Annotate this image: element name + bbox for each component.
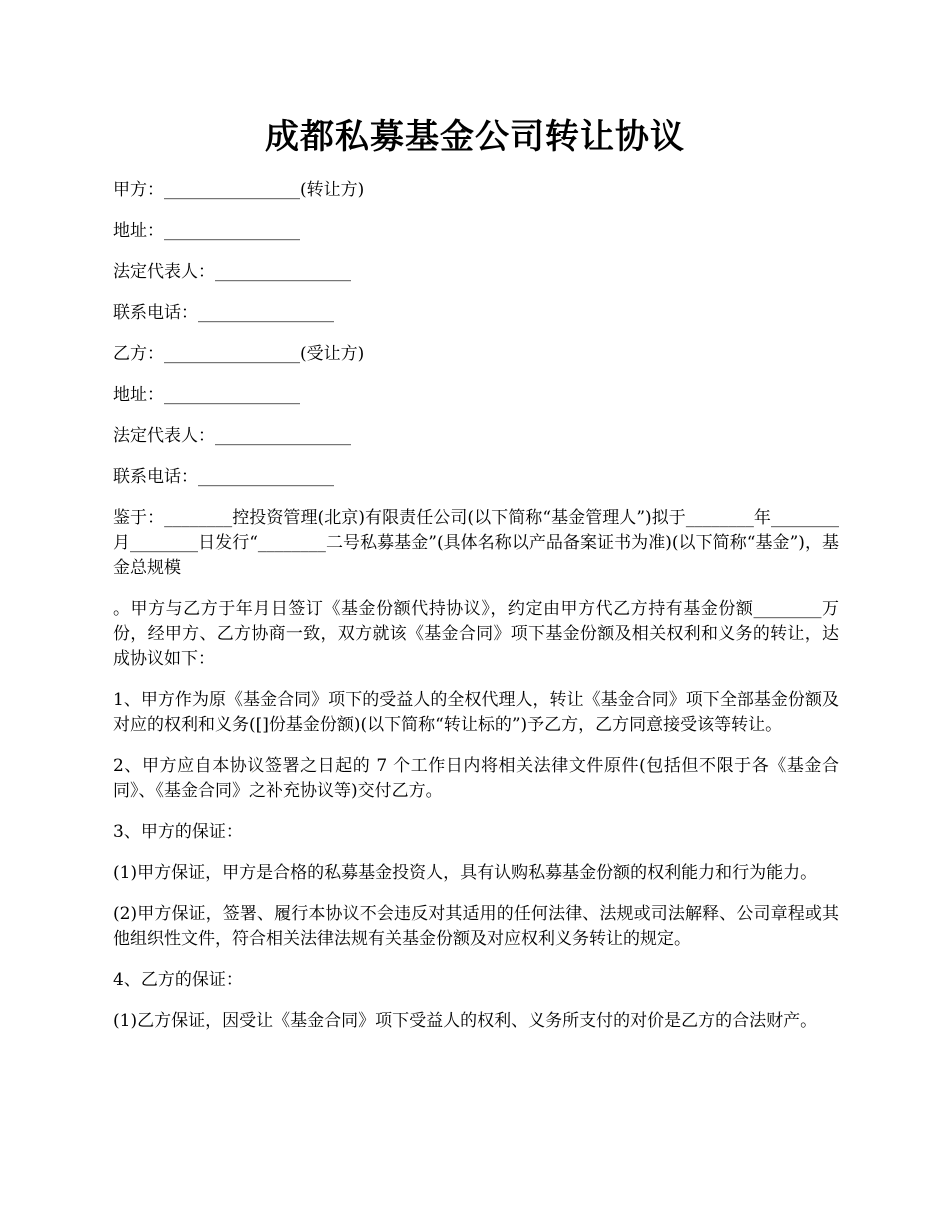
clause-paragraph: 2、甲方应自本协议签署之日起的 7 个工作日内将相关法律文件原件(包括但不限于各《基金合同》、《基金合同》之补充协议等)交付乙方。 <box>113 756 839 801</box>
clause-paragraph: (1)甲方保证，甲方是合格的私募基金投资人，具有认购私募基金份额的权利能力和行为能力。 <box>113 863 818 883</box>
party-a-legal-rep-line: 法定代表人：________________ <box>113 262 351 282</box>
party-b-line: 乙方：________________(受让方) <box>113 344 365 364</box>
clause-paragraph: (2)甲方保证，签署、履行本协议不会违反对其适用的任何法律、法规或司法解释、公司章程或其他组织性文件，符合相关法律法规有关基金份额及对应权利义务转让的规定。 <box>113 904 839 949</box>
party-b-legal-rep-line: 法定代表人：________________ <box>113 426 351 446</box>
document-title: 成都私募基金公司转让协议 <box>265 117 685 157</box>
clause-paragraph: 1、甲方作为原《基金合同》项下的受益人的全权代理人，转让《基金合同》项下全部基金份额及对应的权利和义务([]份基金份额)(以下简称“转让标的”)予乙方，乙方同意接受该等转让。 <box>113 690 839 735</box>
party-a-line: 甲方：________________(转让方) <box>113 180 365 200</box>
recital-paragraph: 。甲方与乙方于年月日签订《基金份额代持协议》，约定由甲方代乙方持有基金份额________万份，经甲方、乙方协商一致，双方就该《基金合同》项下基金份额及相关权利和义务的转让，达成协议如下： <box>113 599 839 669</box>
recital-paragraph: 鉴于：________控投资管理(北京)有限责任公司(以下简称“基金管理人”)拟于________年________月________日发行“________二号私募基金”(具体名称以产品备案证书为准)(以下简称“基金”)，基金总规模 <box>113 508 839 578</box>
party-b-phone-line: 联系电话：________________ <box>113 467 334 487</box>
party-a-address-line: 地址：________________ <box>113 221 300 241</box>
party-b-address-line: 地址：________________ <box>113 385 300 405</box>
clause-heading: 3、甲方的保证： <box>113 822 243 842</box>
party-a-phone-line: 联系电话：________________ <box>113 303 334 323</box>
clause-paragraph: (1)乙方保证，因受让《基金合同》项下受益人的权利、义务所支付的对价是乙方的合法财产。 <box>113 1011 818 1031</box>
document-body <box>113 178 839 1050</box>
clause-heading: 4、乙方的保证： <box>113 970 243 990</box>
